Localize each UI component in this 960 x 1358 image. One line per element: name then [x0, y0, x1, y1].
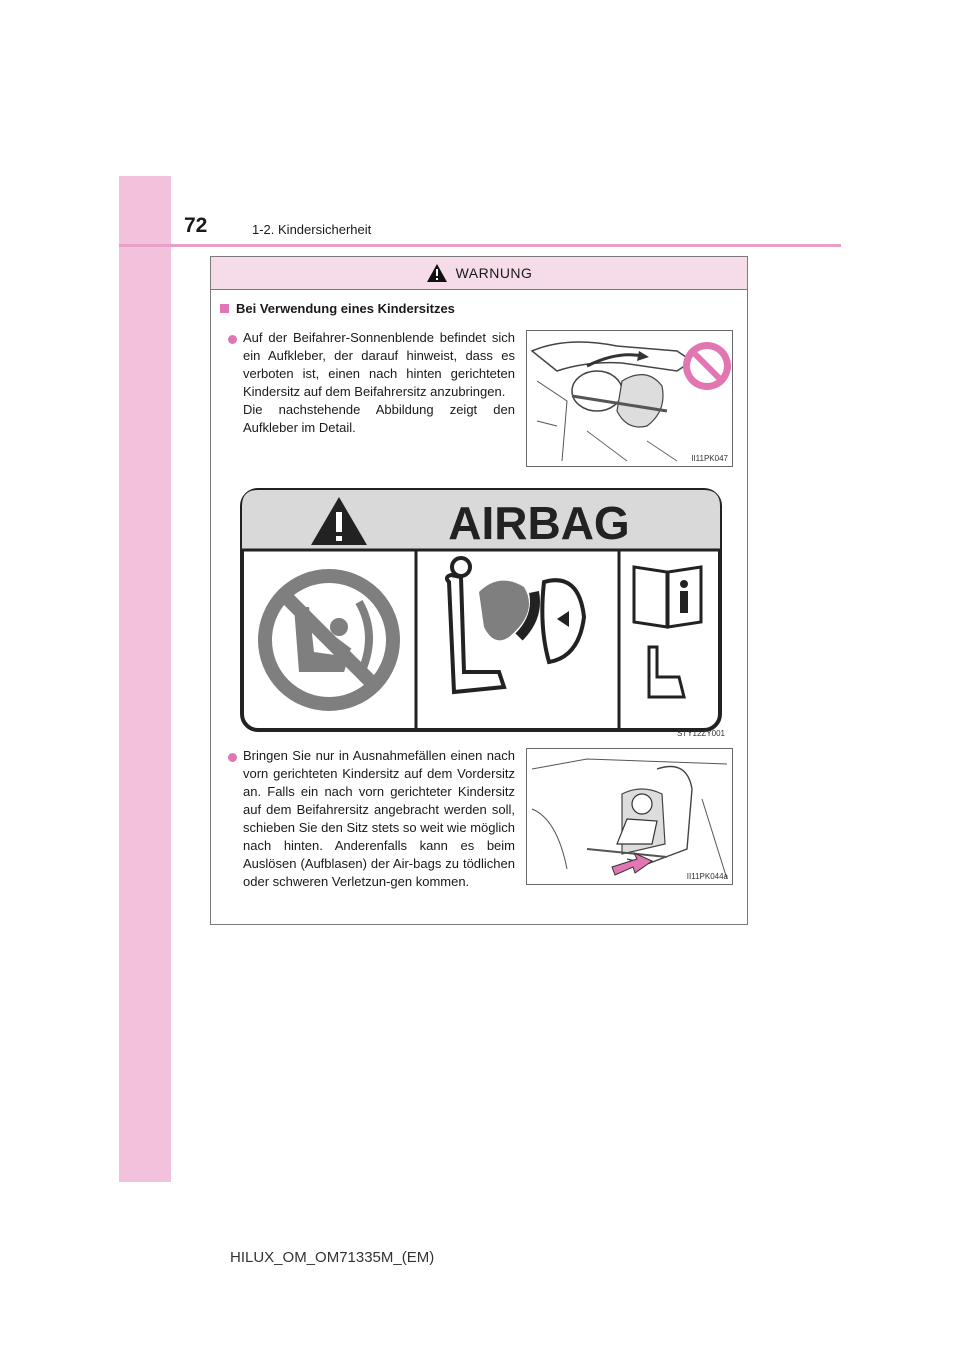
warning-triangle-icon [426, 263, 448, 283]
label-figure-code: STY12ZY001 [676, 729, 725, 738]
airbag-warning-label [239, 487, 723, 737]
warning-title: WARNUNG [455, 265, 533, 281]
header-rule [119, 244, 841, 247]
square-bullet-icon [220, 304, 229, 313]
document-id: HILUX_OM_OM71335M_(EM) [230, 1249, 435, 1266]
page-number: 72 [184, 214, 208, 237]
warning-subheading [220, 301, 455, 316]
bullet-1-paragraph: Auf der Beifahrer-Sonnenblende befindet sich ein Aufkleber, der darauf hinweist, dass es verboten ist, einen nach hinten gerichteten Kindersitz auf dem Beifahrersitz anzubringen. [243, 330, 515, 399]
bullet-2-text: Bringen Sie nur in Ausnahmefällen einen nach vorn gerichteten Kindersitz auf dem Vordersitz an. Falls ein nach vorn gerichteter Kindersitz auf dem Beifahrersitz angebracht werden soll, schieben Sie den Sitz stets so weit wie möglich nach hinten. Anderenfalls kann es beim Auslösen (Aufblasen) der Air-bags zu tödlichen oder schweren Verletzun-gen kommen. [243, 748, 515, 889]
bullet-1-text [243, 329, 515, 437]
bullet-dot-icon [228, 335, 237, 344]
section-title: 1-2. Kindersicherheit [252, 222, 372, 237]
bullet-1-paragraph-2: Die nachstehende Abbildung zeigt den Aufkleber im Detail. [243, 402, 515, 435]
child-seat-figure [526, 748, 733, 885]
airbag-word: AIRBAG [448, 497, 630, 549]
bullet-dot-icon [228, 753, 237, 762]
warning-header [211, 257, 747, 290]
sun-visor-figure [526, 330, 733, 467]
warning-box [210, 256, 748, 925]
sun-visor-illustration [527, 331, 733, 467]
chapter-side-tab [119, 176, 171, 1182]
child-seat-illustration [527, 749, 733, 885]
figure-code: II11PK047 [691, 454, 728, 463]
subheading-text: Bei Verwendung eines Kindersitzes [236, 301, 455, 316]
figure-code: II11PK044a [686, 872, 728, 881]
